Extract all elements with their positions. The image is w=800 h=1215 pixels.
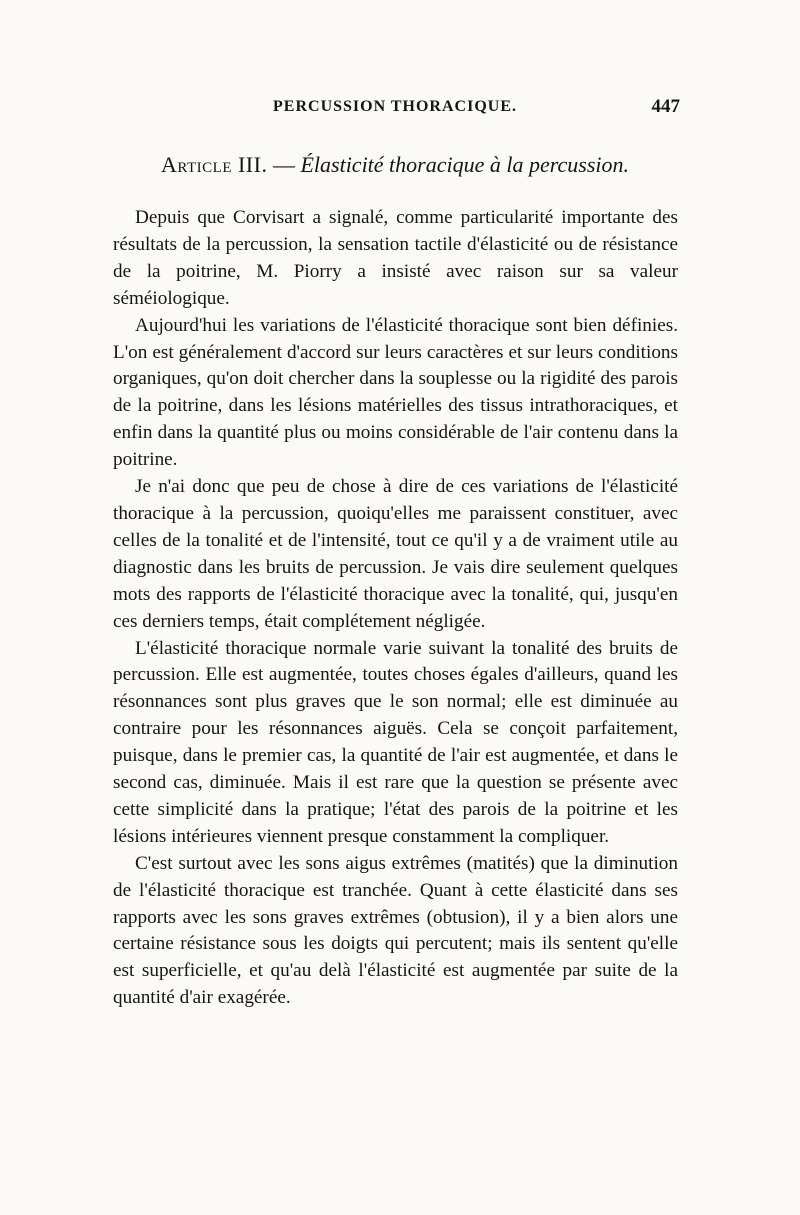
paragraph-5: C'est surtout avec les sons aigus extrêmes (matités) que la diminution de l'élasticité thoracique est tranchée. Quant à cette élasticité dans ses rapports avec les sons graves extrêmes (obtusion), il y a bien alors une certaine résistance sous les doigts qui percutent; mais ils sentent qu'elle est superficielle, et qu'au delà l'élasticité est augmentée par suite de la quantité d'air exagérée. (113, 852, 678, 1009)
page-number: 447 (651, 96, 680, 117)
running-title: PERCUSSION THORACIQUE. (273, 98, 517, 115)
paragraph-3: Je n'ai donc que peu de chose à dire de ces variations de l'élasticité thoracique à la percussion, quoiqu'elles me paraissent constituer, avec celles de la tonalité et de l'intensité, tout ce qu'il y a de vraiment utile au diagnostic dans les bruits de percussion. Je vais dire seulement quelques mots des rapports de l'élasticité thoracique avec la tonalité, qui, jusqu'en ces derniers temps, était complétement négligée. (113, 476, 678, 632)
article-label: Article III. (161, 152, 268, 177)
running-header (110, 98, 680, 122)
article-separator: — (267, 152, 301, 177)
paragraph-1: Depuis que Corvisart a signalé, comme particularité importante des résultats de la percussion, la sensation tactile d'élasticité ou de résistance de la poitrine, M. Piorry a insisté avec raison sur sa valeur séméiologique. (113, 207, 678, 309)
article-title: Élasticité thoracique à la percussion. (300, 152, 629, 177)
paragraph-2: Aujourd'hui les variations de l'élasticité thoracique sont bien définies. L'on est généralement d'accord sur leurs caractères et sur leurs conditions organiques, qu'on doit chercher dans la souplesse ou la rigidité des parois de la poitrine, dans les lésions matérielles des tissus intrathoraciques, et enfin dans la quantité plus ou moins considérable de l'air contenu dans la poitrine. (113, 314, 678, 471)
body-text (113, 205, 678, 1012)
article-heading (110, 150, 680, 180)
paragraph-4: L'élasticité thoracique normale varie suivant la tonalité des bruits de percussion. Elle est augmentée, toutes choses égales d'ailleurs, quand les résonnances sont plus graves que le son normal; elle est diminuée au contraire pour les résonnances aiguës. Cela se conçoit parfaitement, puisque, dans le premier cas, la quantité de l'air est augmentée, et dans le second cas, diminuée. Mais il est rare que la question se présente avec cette simplicité dans la pratique; l'état des parois de la poitrine et les lésions intérieures viennent presque constamment la compliquer. (113, 637, 678, 847)
